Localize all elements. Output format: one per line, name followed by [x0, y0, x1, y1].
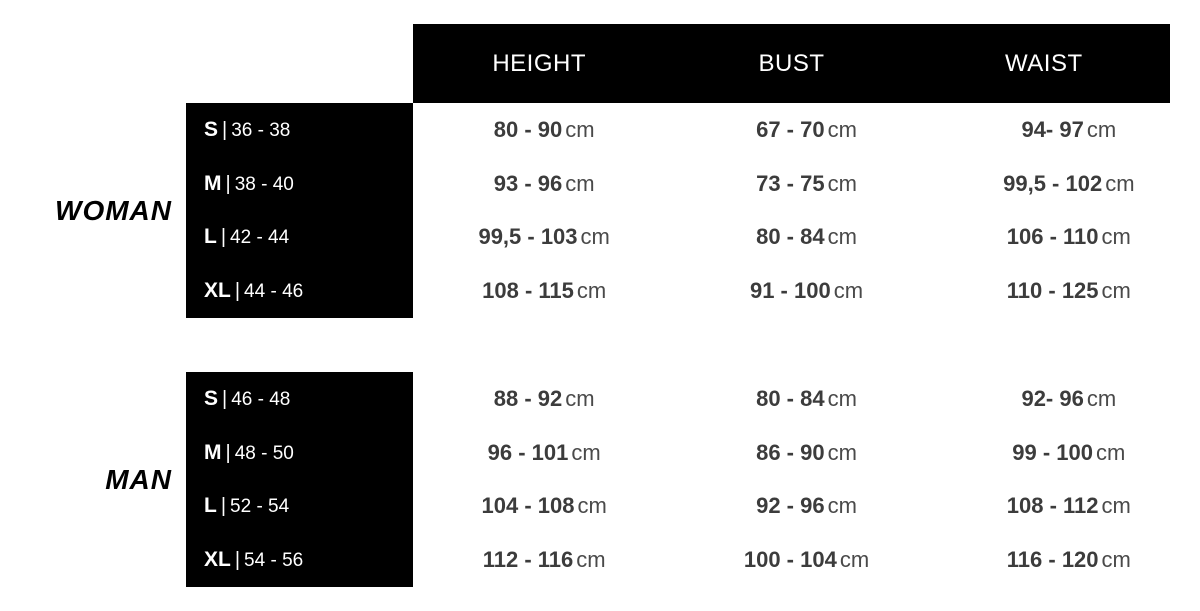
size-separator: |: [220, 495, 227, 518]
group-man: [0, 372, 1200, 587]
height-value: 112 - 116: [482, 547, 574, 573]
group-rows-woman: [186, 103, 1200, 318]
height-unit: cm: [571, 439, 601, 465]
bust-value: 80 - 84: [756, 385, 825, 411]
waist-unit: cm: [1086, 116, 1117, 142]
cell-bust: [675, 224, 937, 250]
height-unit: cm: [576, 278, 607, 304]
cell-waist: [938, 224, 1200, 250]
bust-value: 86 - 90: [756, 439, 825, 465]
waist-value: 110 - 125: [1006, 278, 1099, 304]
size-label: M: [204, 440, 222, 464]
eu-size: 44 - 46: [244, 281, 304, 303]
cell-size: [186, 441, 413, 465]
waist-value: 106 - 110: [1006, 224, 1099, 250]
bust-unit: cm: [827, 385, 857, 411]
size-separator: |: [222, 118, 228, 141]
size-label: L: [204, 225, 217, 249]
cell-bust: [675, 117, 937, 143]
size-separator: |: [220, 226, 227, 249]
waist-value: 108 - 112: [1006, 493, 1099, 519]
size-separator: |: [234, 280, 241, 303]
waist-value: 99,5 - 102: [1003, 170, 1103, 196]
cell-waist: [938, 386, 1200, 412]
height-value: 96 - 101: [487, 439, 569, 465]
cell-bust: [675, 278, 937, 304]
eu-size: 36 - 38: [231, 119, 291, 141]
size-separator: |: [234, 549, 241, 572]
cell-waist: [938, 117, 1200, 143]
size-separator: |: [222, 387, 228, 410]
group-label-man: MAN: [105, 463, 172, 495]
height-value: 93 - 96: [493, 170, 563, 196]
height-unit: cm: [577, 493, 607, 519]
group-rows-man: [186, 372, 1200, 587]
cell-waist: [938, 547, 1200, 573]
cell-bust: [675, 440, 937, 466]
column-header-bust: BUST: [758, 49, 825, 77]
size-label: M: [204, 171, 222, 195]
bust-unit: cm: [827, 493, 857, 519]
cell-bust: [675, 386, 937, 412]
height-value: 80 - 90: [493, 116, 563, 142]
table-row: [186, 533, 1200, 587]
size-label: S: [204, 386, 219, 410]
bust-value: 100 - 104: [743, 547, 837, 573]
cell-size: [186, 387, 413, 411]
cell-height: [413, 440, 675, 466]
cell-size: [186, 172, 413, 196]
eu-size: 38 - 40: [234, 173, 294, 195]
height-value: 104 - 108: [481, 493, 575, 519]
cell-height: [413, 117, 675, 143]
cell-waist: [938, 493, 1200, 519]
cell-waist: [938, 278, 1200, 304]
cell-height: [413, 224, 675, 250]
bust-value: 91 - 100: [749, 278, 831, 304]
cell-height: [413, 386, 675, 412]
cell-height: [413, 278, 675, 304]
bust-value: 73 - 75: [756, 170, 825, 196]
bust-unit: cm: [827, 116, 857, 142]
waist-value: 99 - 100: [1012, 439, 1094, 465]
bust-unit: cm: [827, 224, 857, 250]
cell-size: [186, 548, 413, 572]
waist-unit: cm: [1101, 547, 1131, 573]
cell-waist: [938, 440, 1200, 466]
table-row: [186, 211, 1200, 265]
table-header-row: [413, 24, 1170, 103]
height-unit: cm: [580, 224, 610, 250]
waist-value: 92- 96: [1021, 385, 1084, 411]
size-separator: |: [225, 441, 231, 464]
cell-waist: [938, 171, 1200, 197]
bust-unit: cm: [827, 170, 857, 196]
size-label: L: [204, 494, 217, 518]
eu-size: 42 - 44: [230, 227, 290, 249]
size-label: XL: [204, 279, 231, 303]
size-label: S: [204, 117, 219, 141]
column-header-height: HEIGHT: [492, 49, 586, 77]
cell-size: [186, 494, 413, 518]
table-row: [186, 103, 1200, 157]
height-value: 88 - 92: [493, 385, 563, 411]
waist-unit: cm: [1101, 278, 1131, 304]
group-woman: [0, 103, 1200, 318]
column-header-waist: WAIST: [1005, 49, 1083, 77]
waist-unit: cm: [1096, 439, 1126, 465]
height-unit: cm: [565, 170, 595, 196]
size-label: XL: [204, 548, 231, 572]
cell-size: [186, 279, 413, 303]
cell-size: [186, 225, 413, 249]
cell-bust: [675, 171, 937, 197]
bust-value: 80 - 84: [756, 224, 825, 250]
cell-bust: [675, 493, 937, 519]
table-row: [186, 264, 1200, 318]
height-value: 108 - 115: [482, 278, 574, 304]
table-row: [186, 426, 1200, 480]
height-unit: cm: [576, 547, 606, 573]
bust-value: 92 - 96: [756, 493, 825, 519]
bust-unit: cm: [839, 547, 870, 573]
table-row: [186, 480, 1200, 534]
cell-height: [413, 547, 675, 573]
waist-unit: cm: [1105, 170, 1135, 196]
cell-height: [413, 493, 675, 519]
table-row: [186, 157, 1200, 211]
height-unit: cm: [565, 385, 595, 411]
bust-value: 67 - 70: [756, 116, 825, 142]
bust-unit: cm: [833, 278, 864, 304]
cell-height: [413, 171, 675, 197]
waist-value: 94- 97: [1021, 116, 1084, 142]
waist-value: 116 - 120: [1006, 547, 1099, 573]
size-separator: |: [225, 172, 231, 195]
eu-size: 54 - 56: [244, 550, 304, 572]
waist-unit: cm: [1101, 493, 1131, 519]
cell-bust: [675, 547, 937, 573]
eu-size: 46 - 48: [231, 388, 291, 410]
bust-unit: cm: [827, 439, 857, 465]
eu-size: 48 - 50: [234, 442, 294, 464]
group-label-woman: WOMAN: [55, 194, 172, 226]
height-unit: cm: [565, 116, 595, 142]
height-value: 99,5 - 103: [478, 224, 578, 250]
waist-unit: cm: [1086, 385, 1117, 411]
eu-size: 52 - 54: [230, 496, 290, 518]
waist-unit: cm: [1101, 224, 1131, 250]
cell-size: [186, 118, 413, 142]
table-row: [186, 372, 1200, 426]
